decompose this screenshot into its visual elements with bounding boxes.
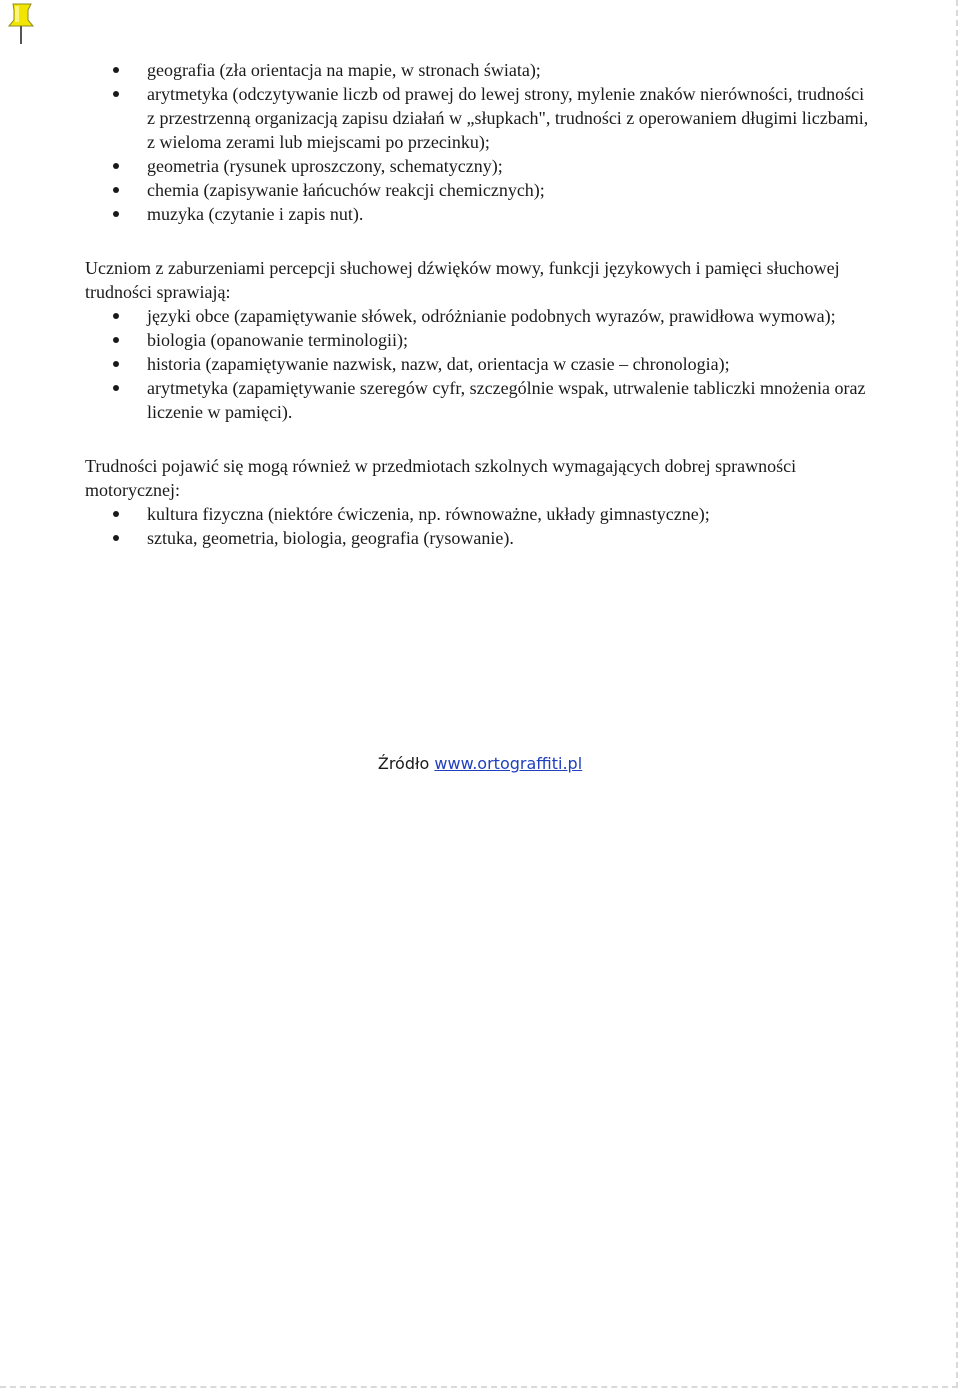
list-item: arytmetyka (odczytywanie liczb od prawej do lewej strony, mylenie znaków nierówności, trudności z przestrzenną organizacją zapisu działań w „słupkach", trudności z operowaniem długimi liczbami, z wieloma zerami lub miejscami po przecinku); (85, 82, 875, 154)
bullet-icon (113, 163, 119, 169)
bullet-icon (113, 187, 119, 193)
difficulty-list-motor (85, 502, 875, 550)
source-line (0, 754, 960, 773)
list-item: arytmetyka (zapamiętywanie szeregów cyfr, szczególnie wspak, utrwalenie tabliczki mnożenia oraz liczenie w pamięci). (85, 376, 875, 424)
list-item: muzyka (czytanie i zapis nut). (85, 202, 875, 226)
bullet-icon (113, 337, 119, 343)
source-link[interactable]: www.ortograffiti.pl (434, 754, 583, 773)
bullet-icon (113, 67, 119, 73)
list-item: biologia (opanowanie terminologii); (85, 328, 875, 352)
list-item: historia (zapamiętywanie nazwisk, nazw, dat, orientacja w czasie – chronologia); (85, 352, 875, 376)
difficulty-list-auditory (85, 304, 875, 424)
list-item: chemia (zapisywanie łańcuchów reakcji chemicznych); (85, 178, 875, 202)
list-item: sztuka, geometria, biologia, geografia (rysowanie). (85, 526, 875, 550)
auditory-intro-paragraph: Uczniom z zaburzeniami percepcji słuchowej dźwięków mowy, funkcji językowych i pamięci słuchowej trudności sprawiają: (85, 258, 840, 302)
bullet-icon (113, 511, 119, 517)
list-item: geografia (zła orientacja na mapie, w stronach świata); (85, 58, 875, 82)
bullet-icon (113, 211, 119, 217)
pushpin-icon (4, 0, 38, 46)
list-item: geometria (rysunek uproszczony, schematyczny); (85, 154, 875, 178)
bullet-icon (113, 361, 119, 367)
motor-intro-paragraph: Trudności pojawić się mogą również w przedmiotach szkolnych wymagających dobrej sprawności motorycznej: (85, 456, 797, 500)
bullet-icon (113, 385, 119, 391)
bullet-icon (113, 91, 119, 97)
bullet-icon (113, 535, 119, 541)
bullet-icon (113, 313, 119, 319)
difficulty-list-visual (85, 58, 875, 226)
source-label: Źródło (377, 754, 430, 773)
list-item: języki obce (zapamiętywanie słówek, odróżnianie podobnych wyrazów, prawidłowa wymowa); (85, 304, 875, 328)
list-item: kultura fizyczna (niektóre ćwiczenia, np. równoważne, układy gimnastyczne); (85, 502, 875, 526)
document-body (85, 58, 875, 550)
